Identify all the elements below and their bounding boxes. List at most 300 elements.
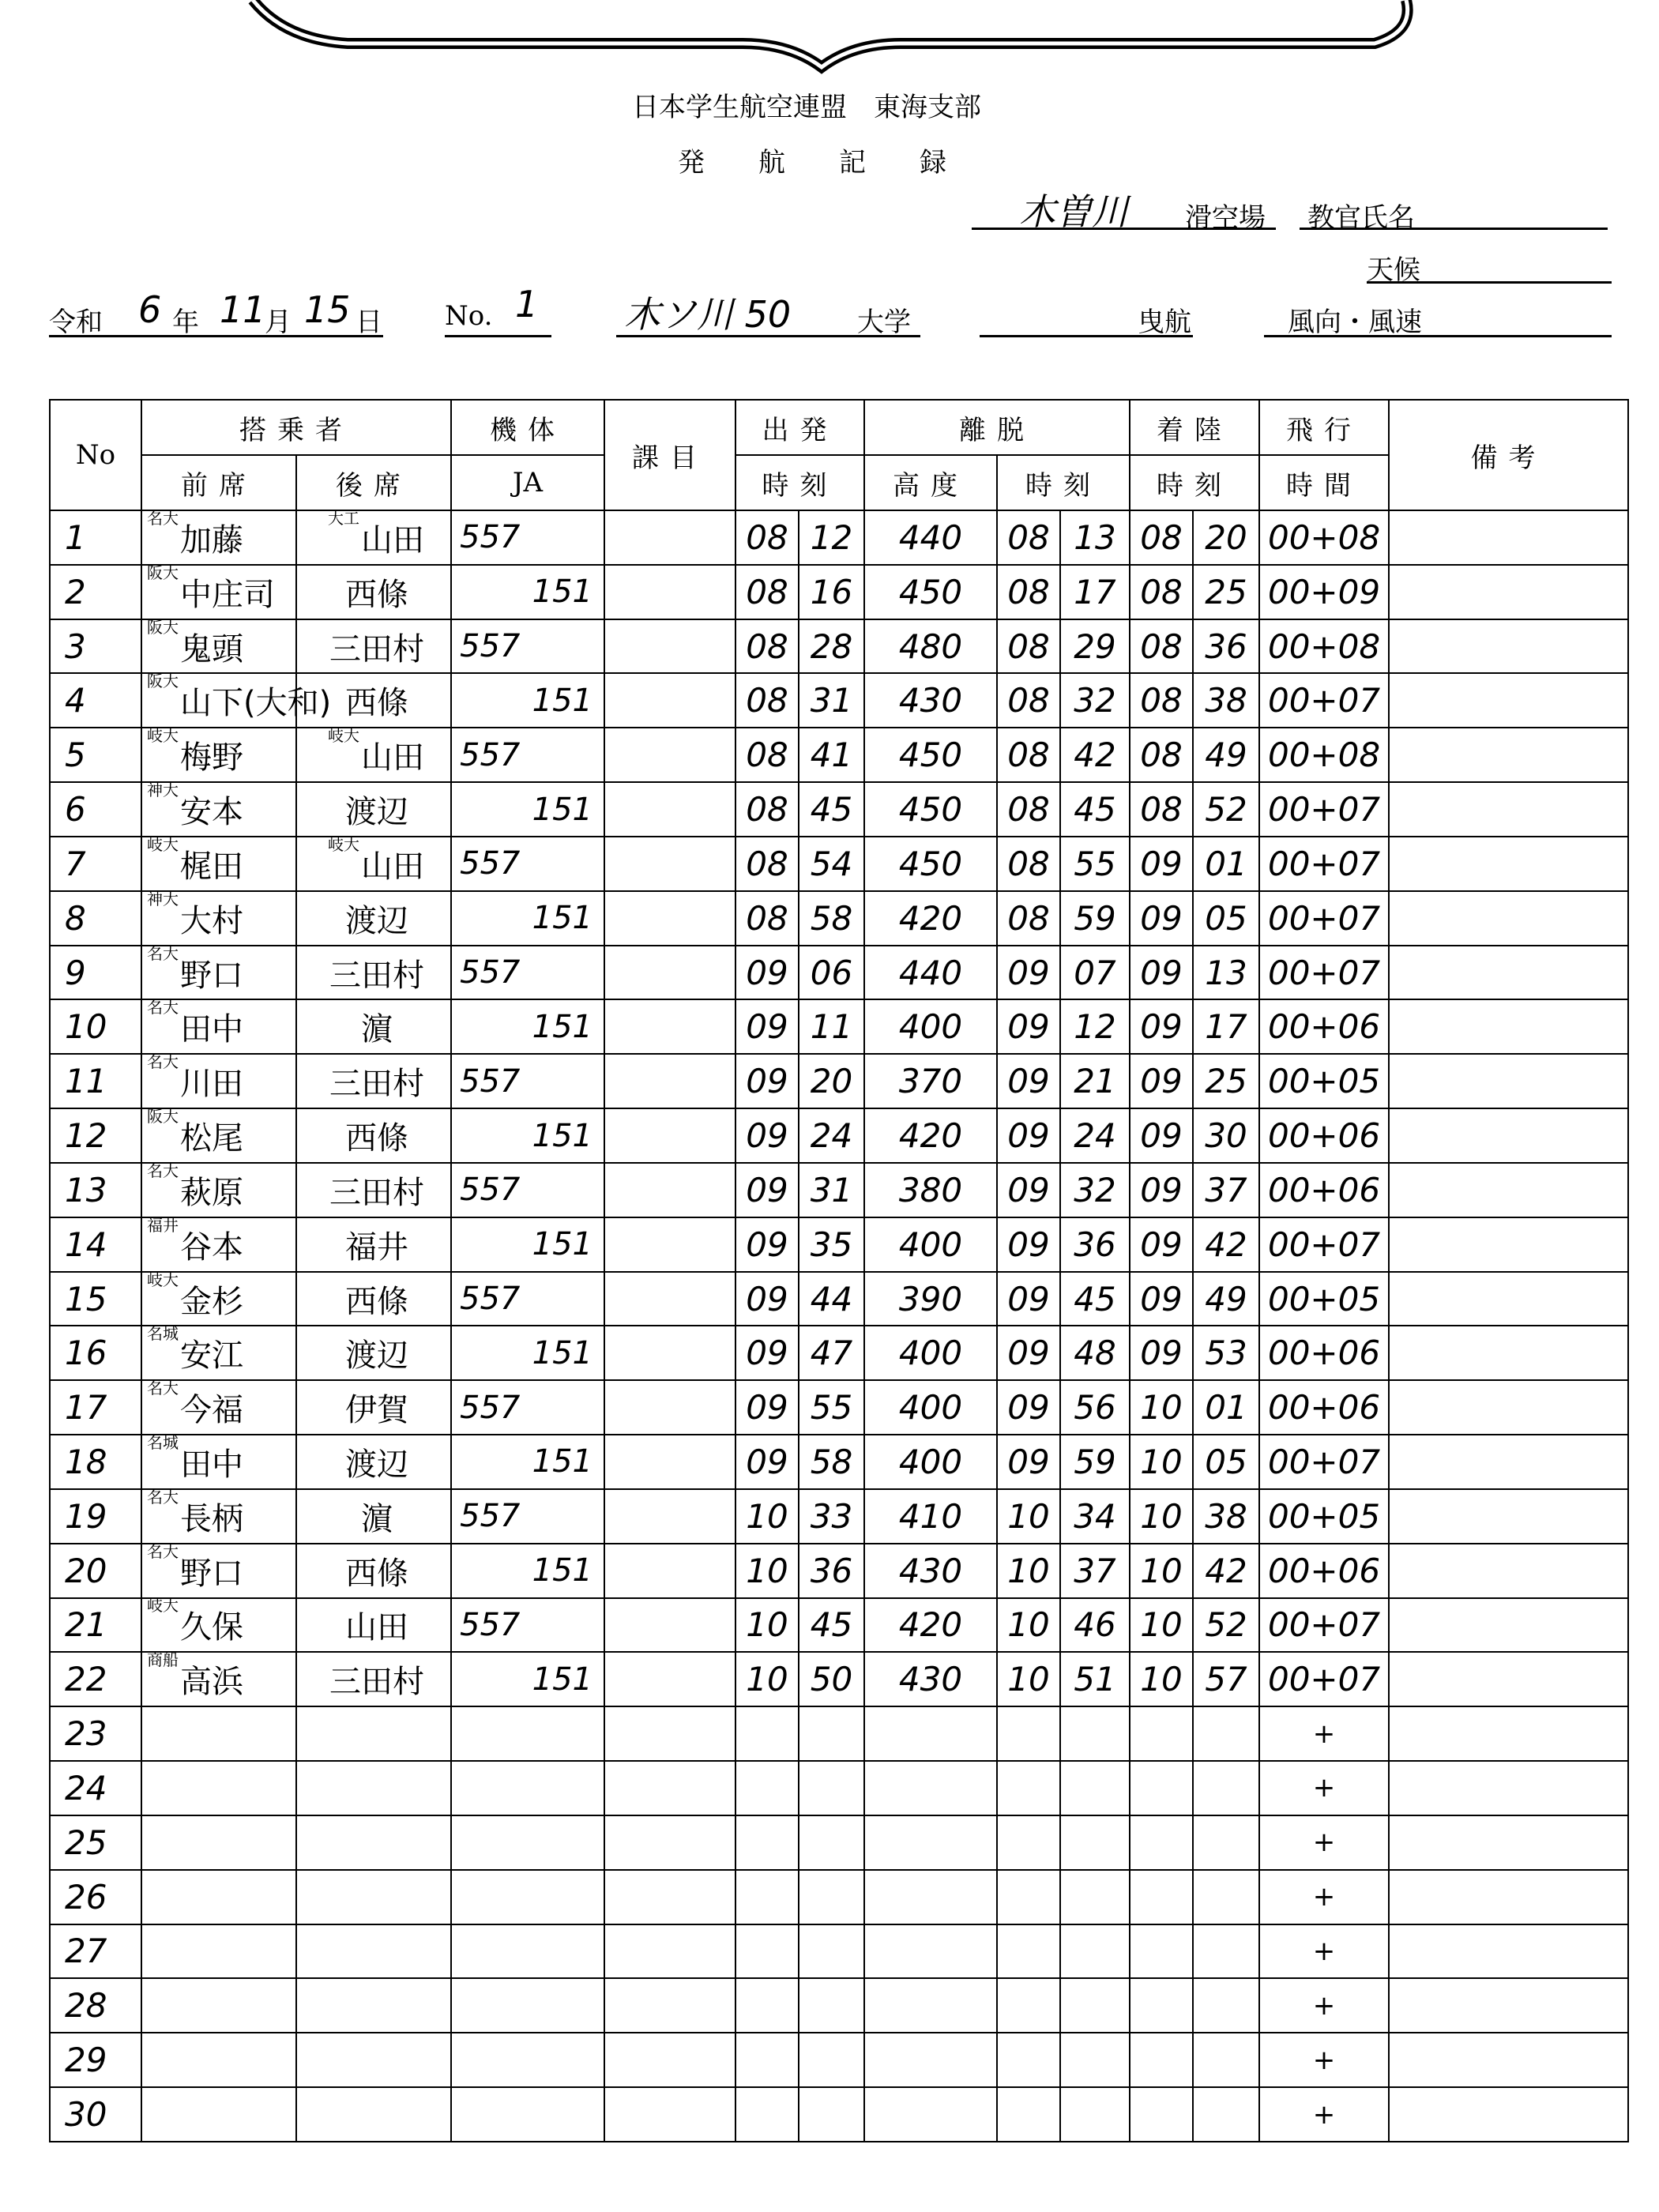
release-altitude[interactable]: 450 [864,728,997,782]
release-altitude[interactable]: 430 [864,1544,997,1598]
landing-hour[interactable]: 10 [1130,1435,1193,1489]
landing-hour[interactable]: 08 [1130,728,1193,782]
subject-cell[interactable] [604,1652,735,1706]
front-seat-cell[interactable] [141,782,296,837]
row-number[interactable]: 14 [50,1217,141,1272]
landing-minute[interactable] [1193,1815,1259,1870]
release-altitude[interactable]: 450 [864,837,997,891]
aircraft-ja[interactable]: 151 [451,1326,604,1380]
release-hour[interactable]: 09 [997,1163,1060,1217]
landing-minute[interactable]: 38 [1193,1489,1259,1544]
departure-minute[interactable]: 24 [799,1108,864,1163]
release-altitude[interactable]: 420 [864,891,997,946]
departure-minute[interactable]: 33 [799,1489,864,1544]
release-hour[interactable]: 10 [997,1598,1060,1653]
flight-time[interactable]: 00+06 [1259,1544,1389,1598]
release-altitude[interactable]: 420 [864,1108,997,1163]
aircraft-ja[interactable]: 557 [451,1380,604,1435]
aircraft-ja[interactable]: 557 [451,510,604,565]
release-hour[interactable]: 08 [997,728,1060,782]
release-altitude[interactable]: 400 [864,1380,997,1435]
aircraft-ja[interactable]: 557 [451,1163,604,1217]
release-minute[interactable] [1060,2033,1130,2087]
subject-cell[interactable] [604,999,735,1054]
departure-hour[interactable]: 09 [735,999,799,1054]
release-minute[interactable]: 32 [1060,1163,1130,1217]
front-seat-cell[interactable] [141,1217,296,1272]
flight-time[interactable]: 00+08 [1259,728,1389,782]
flight-time[interactable]: 00+07 [1259,782,1389,837]
release-hour[interactable]: 09 [997,1217,1060,1272]
landing-hour[interactable]: 10 [1130,1598,1193,1653]
release-altitude[interactable] [864,1706,997,1761]
release-minute[interactable] [1060,1706,1130,1761]
release-minute[interactable] [1060,1870,1130,1924]
front-seat-cell[interactable] [141,891,296,946]
release-altitude[interactable]: 450 [864,782,997,837]
landing-minute[interactable]: 42 [1193,1544,1259,1598]
row-number[interactable]: 23 [50,1706,141,1761]
release-hour[interactable]: 09 [997,1272,1060,1326]
release-altitude[interactable] [864,1978,997,2033]
front-seat-cell[interactable] [141,1272,296,1326]
aircraft-ja[interactable]: 557 [451,1598,604,1653]
subject-cell[interactable] [604,1544,735,1598]
release-hour[interactable]: 09 [997,1054,1060,1108]
departure-hour[interactable]: 10 [735,1489,799,1544]
subject-cell[interactable] [604,1870,735,1924]
rear-seat-cell[interactable] [296,1108,451,1163]
row-number[interactable]: 21 [50,1598,141,1653]
rear-seat-cell[interactable] [296,999,451,1054]
release-hour[interactable]: 10 [997,1489,1060,1544]
front-seat-cell[interactable] [141,1489,296,1544]
release-altitude[interactable]: 430 [864,1652,997,1706]
aircraft-ja[interactable]: 151 [451,565,604,619]
flight-time[interactable]: 00+08 [1259,619,1389,674]
release-altitude[interactable]: 450 [864,565,997,619]
flight-time[interactable]: + [1259,1924,1389,1979]
landing-hour[interactable]: 10 [1130,1544,1193,1598]
release-altitude[interactable]: 400 [864,1217,997,1272]
release-hour[interactable] [997,2033,1060,2087]
departure-minute[interactable]: 36 [799,1544,864,1598]
rear-seat-cell[interactable] [296,1924,451,1979]
aircraft-ja[interactable]: 151 [451,673,604,728]
row-number[interactable]: 28 [50,1978,141,2033]
row-number[interactable]: 13 [50,1163,141,1217]
aircraft-ja[interactable]: 557 [451,837,604,891]
release-altitude[interactable]: 400 [864,999,997,1054]
landing-minute[interactable]: 36 [1193,619,1259,674]
release-minute[interactable]: 24 [1060,1108,1130,1163]
aircraft-ja[interactable]: 151 [451,1652,604,1706]
release-altitude[interactable]: 410 [864,1489,997,1544]
flight-time[interactable]: 00+08 [1259,510,1389,565]
landing-hour[interactable]: 09 [1130,1108,1193,1163]
front-seat-cell[interactable] [141,1978,296,2033]
front-seat-cell[interactable] [141,619,296,674]
rear-seat-cell[interactable] [296,1870,451,1924]
subject-cell[interactable] [604,1978,735,2033]
remarks-cell[interactable] [1389,673,1628,728]
front-seat-cell[interactable] [141,1380,296,1435]
release-hour[interactable]: 08 [997,619,1060,674]
front-seat-cell[interactable] [141,2033,296,2087]
landing-minute[interactable]: 49 [1193,728,1259,782]
front-seat-cell[interactable] [141,1706,296,1761]
subject-cell[interactable] [604,1163,735,1217]
remarks-cell[interactable] [1389,891,1628,946]
front-seat-cell[interactable] [141,672,332,728]
remarks-cell[interactable] [1389,999,1628,1054]
departure-minute[interactable]: 58 [799,891,864,946]
aircraft-ja[interactable]: 151 [451,999,604,1054]
release-minute[interactable]: 12 [1060,999,1130,1054]
release-minute[interactable]: 48 [1060,1326,1130,1380]
flight-time[interactable]: 00+07 [1259,891,1389,946]
flight-time[interactable]: 00+06 [1259,1163,1389,1217]
subject-cell[interactable] [604,1706,735,1761]
rear-seat-cell[interactable] [296,834,451,891]
flight-time[interactable]: 00+05 [1259,1272,1389,1326]
departure-minute[interactable]: 11 [799,999,864,1054]
aircraft-ja[interactable]: 151 [451,1217,604,1272]
landing-minute[interactable]: 13 [1193,946,1259,1000]
row-number[interactable]: 9 [50,946,141,1000]
row-number[interactable]: 27 [50,1924,141,1979]
aircraft-ja[interactable]: 557 [451,619,604,674]
release-hour[interactable]: 08 [997,891,1060,946]
row-number[interactable]: 8 [50,891,141,946]
front-seat-cell[interactable] [141,1924,296,1979]
subject-cell[interactable] [604,1217,735,1272]
release-minute[interactable]: 55 [1060,837,1130,891]
release-altitude[interactable]: 440 [864,510,997,565]
row-number[interactable]: 24 [50,1761,141,1815]
landing-hour[interactable]: 09 [1130,1217,1193,1272]
subject-cell[interactable] [604,1761,735,1815]
row-number[interactable]: 16 [50,1326,141,1380]
rear-seat-cell[interactable] [296,1598,451,1653]
departure-minute[interactable] [799,1870,864,1924]
landing-hour[interactable]: 08 [1130,510,1193,565]
departure-minute[interactable] [799,1924,864,1979]
remarks-cell[interactable] [1389,510,1628,565]
flight-time[interactable]: + [1259,1761,1389,1815]
front-seat-cell[interactable] [141,1163,296,1217]
rear-seat-cell[interactable] [296,728,451,782]
aircraft-ja[interactable]: 151 [451,891,604,946]
release-minute[interactable] [1060,2087,1130,2142]
landing-minute[interactable] [1193,2087,1259,2142]
rear-seat-cell[interactable] [296,1054,451,1108]
landing-hour[interactable] [1130,1978,1193,2033]
remarks-cell[interactable] [1389,619,1628,674]
departure-hour[interactable] [735,1924,799,1979]
landing-hour[interactable] [1130,1924,1193,1979]
aircraft-ja[interactable]: 557 [451,1489,604,1544]
landing-minute[interactable] [1193,1924,1259,1979]
remarks-cell[interactable] [1389,1380,1628,1435]
release-altitude[interactable]: 370 [864,1054,997,1108]
departure-minute[interactable] [799,2087,864,2142]
release-hour[interactable]: 09 [997,946,1060,1000]
landing-hour[interactable]: 09 [1130,1326,1193,1380]
departure-hour[interactable]: 09 [735,1272,799,1326]
rear-seat-cell[interactable] [296,1326,451,1380]
departure-minute[interactable]: 31 [799,673,864,728]
landing-hour[interactable]: 10 [1130,1489,1193,1544]
departure-minute[interactable]: 06 [799,946,864,1000]
landing-hour[interactable]: 10 [1130,1380,1193,1435]
front-seat-cell[interactable] [141,1541,296,1598]
release-hour[interactable]: 08 [997,837,1060,891]
departure-hour[interactable]: 09 [735,1217,799,1272]
departure-hour[interactable] [735,2033,799,2087]
subject-cell[interactable] [604,1598,735,1653]
landing-hour[interactable] [1130,2087,1193,2142]
row-number[interactable]: 1 [50,510,141,565]
departure-hour[interactable]: 08 [735,837,799,891]
rear-seat-cell[interactable] [296,510,451,565]
landing-minute[interactable]: 52 [1193,1598,1259,1653]
row-number[interactable]: 20 [50,1544,141,1598]
remarks-cell[interactable] [1389,565,1628,619]
front-seat-cell[interactable] [141,1326,296,1380]
departure-hour[interactable]: 09 [735,946,799,1000]
landing-minute[interactable]: 05 [1193,1435,1259,1489]
aircraft-ja[interactable] [451,1924,604,1979]
landing-hour[interactable]: 09 [1130,1054,1193,1108]
release-altitude[interactable]: 400 [864,1326,997,1380]
row-number[interactable]: 22 [50,1652,141,1706]
release-hour[interactable] [997,1815,1060,1870]
front-seat-cell[interactable] [141,728,296,782]
front-seat-cell[interactable] [141,1054,296,1108]
flight-time[interactable]: + [1259,1870,1389,1924]
subject-cell[interactable] [604,2033,735,2087]
remarks-cell[interactable] [1389,1652,1628,1706]
landing-minute[interactable] [1193,1870,1259,1924]
aircraft-ja[interactable] [451,1761,604,1815]
flight-time[interactable]: + [1259,1978,1389,2033]
aircraft-ja[interactable]: 557 [451,1272,604,1326]
departure-hour[interactable]: 10 [735,1598,799,1653]
release-minute[interactable]: 51 [1060,1652,1130,1706]
departure-minute[interactable]: 45 [799,782,864,837]
release-minute[interactable]: 07 [1060,946,1130,1000]
release-hour[interactable]: 09 [997,999,1060,1054]
row-number[interactable]: 29 [50,2033,141,2087]
row-number[interactable]: 11 [50,1054,141,1108]
landing-minute[interactable]: 53 [1193,1326,1259,1380]
landing-minute[interactable]: 30 [1193,1108,1259,1163]
front-seat-cell[interactable] [141,2087,296,2142]
remarks-cell[interactable] [1389,1761,1628,1815]
landing-hour[interactable]: 09 [1130,946,1193,1000]
subject-cell[interactable] [604,1924,735,1979]
flight-time[interactable]: 00+07 [1259,1652,1389,1706]
front-seat-cell[interactable] [141,1598,296,1653]
departure-hour[interactable]: 09 [735,1054,799,1108]
rear-seat-cell[interactable] [296,2033,451,2087]
row-number[interactable]: 5 [50,728,141,782]
release-hour[interactable]: 09 [997,1108,1060,1163]
departure-hour[interactable] [735,1870,799,1924]
departure-minute[interactable]: 54 [799,837,864,891]
remarks-cell[interactable] [1389,1217,1628,1272]
landing-minute[interactable]: 57 [1193,1652,1259,1706]
release-hour[interactable] [997,1978,1060,2033]
departure-minute[interactable]: 58 [799,1435,864,1489]
landing-hour[interactable] [1130,1761,1193,1815]
row-number[interactable]: 15 [50,1272,141,1326]
remarks-cell[interactable] [1389,728,1628,782]
departure-minute[interactable] [799,1978,864,2033]
remarks-cell[interactable] [1389,1272,1628,1326]
departure-hour[interactable]: 09 [735,1108,799,1163]
aircraft-ja[interactable]: 151 [451,1544,604,1598]
front-seat-cell[interactable] [141,1432,296,1489]
departure-minute[interactable] [799,2033,864,2087]
landing-minute[interactable]: 05 [1193,891,1259,946]
departure-hour[interactable]: 10 [735,1652,799,1706]
rear-seat-cell[interactable] [296,946,451,1000]
remarks-cell[interactable] [1389,1598,1628,1653]
landing-minute[interactable]: 25 [1193,565,1259,619]
landing-minute[interactable]: 17 [1193,999,1259,1054]
rear-seat-cell[interactable] [296,1163,451,1217]
landing-minute[interactable]: 52 [1193,782,1259,837]
rear-seat-cell[interactable] [296,565,451,619]
flight-time[interactable]: 00+07 [1259,946,1389,1000]
front-seat-cell[interactable] [141,943,296,1000]
release-altitude[interactable] [864,2087,997,2142]
release-minute[interactable] [1060,1761,1130,1815]
departure-minute[interactable] [799,1761,864,1815]
rear-seat-cell[interactable] [296,1652,451,1706]
rear-seat-cell[interactable] [296,1489,451,1544]
rear-seat-cell[interactable] [296,1380,451,1435]
rear-seat-cell[interactable] [296,1435,451,1489]
remarks-cell[interactable] [1389,1706,1628,1761]
departure-minute[interactable]: 35 [799,1217,864,1272]
row-number[interactable]: 30 [50,2087,141,2142]
remarks-cell[interactable] [1389,1815,1628,1870]
subject-cell[interactable] [604,728,735,782]
departure-hour[interactable]: 08 [735,565,799,619]
remarks-cell[interactable] [1389,2033,1628,2087]
subject-cell[interactable] [604,1326,735,1380]
remarks-cell[interactable] [1389,2087,1628,2142]
departure-minute[interactable]: 45 [799,1598,864,1653]
release-minute[interactable]: 59 [1060,1435,1130,1489]
landing-hour[interactable]: 10 [1130,1652,1193,1706]
release-altitude[interactable]: 420 [864,1598,997,1653]
rear-seat-cell[interactable] [296,1815,451,1870]
departure-hour[interactable]: 09 [735,1380,799,1435]
release-minute[interactable]: 42 [1060,728,1130,782]
subject-cell[interactable] [604,1435,735,1489]
release-altitude[interactable] [864,1870,997,1924]
landing-minute[interactable]: 01 [1193,837,1259,891]
subject-cell[interactable] [604,891,735,946]
front-seat-cell[interactable] [141,1761,296,1815]
aircraft-ja[interactable] [451,1870,604,1924]
release-hour[interactable]: 10 [997,1544,1060,1598]
release-hour[interactable]: 09 [997,1435,1060,1489]
front-seat-cell[interactable] [141,1108,296,1163]
release-minute[interactable]: 45 [1060,1272,1130,1326]
landing-minute[interactable]: 01 [1193,1380,1259,1435]
flight-time[interactable]: 00+06 [1259,1380,1389,1435]
subject-cell[interactable] [604,946,735,1000]
departure-hour[interactable]: 10 [735,1544,799,1598]
front-seat-cell[interactable] [141,999,296,1054]
departure-hour[interactable] [735,1815,799,1870]
departure-hour[interactable]: 09 [735,1163,799,1217]
release-minute[interactable] [1060,1978,1130,2033]
landing-minute[interactable]: 49 [1193,1272,1259,1326]
row-number[interactable]: 25 [50,1815,141,1870]
release-hour[interactable]: 09 [997,1326,1060,1380]
release-altitude[interactable] [864,1815,997,1870]
subject-cell[interactable] [604,1380,735,1435]
landing-hour[interactable]: 08 [1130,673,1193,728]
departure-minute[interactable]: 31 [799,1163,864,1217]
rear-seat-cell[interactable] [296,782,451,837]
departure-minute[interactable]: 20 [799,1054,864,1108]
release-hour[interactable] [997,1706,1060,1761]
flight-time[interactable]: 00+06 [1259,999,1389,1054]
release-altitude[interactable]: 400 [864,1435,997,1489]
remarks-cell[interactable] [1389,1054,1628,1108]
subject-cell[interactable] [604,1108,735,1163]
release-hour[interactable]: 09 [997,1380,1060,1435]
release-hour[interactable] [997,1761,1060,1815]
release-hour[interactable]: 08 [997,782,1060,837]
release-hour[interactable]: 08 [997,510,1060,565]
subject-cell[interactable] [604,673,735,728]
release-hour[interactable]: 08 [997,673,1060,728]
release-minute[interactable]: 29 [1060,619,1130,674]
remarks-cell[interactable] [1389,946,1628,1000]
front-seat-cell[interactable] [141,834,296,891]
departure-minute[interactable]: 47 [799,1326,864,1380]
rear-seat-cell[interactable] [296,1978,451,2033]
departure-minute[interactable]: 28 [799,619,864,674]
release-hour[interactable]: 10 [997,1652,1060,1706]
flight-time[interactable]: 00+05 [1259,1489,1389,1544]
landing-hour[interactable]: 09 [1130,891,1193,946]
front-seat-cell[interactable] [141,562,296,619]
aircraft-ja[interactable]: 557 [451,728,604,782]
release-minute[interactable]: 36 [1060,1217,1130,1272]
release-minute[interactable] [1060,1815,1130,1870]
flight-time[interactable]: 00+07 [1259,1598,1389,1653]
departure-hour[interactable]: 09 [735,1435,799,1489]
flight-time[interactable]: 00+07 [1259,673,1389,728]
release-minute[interactable]: 32 [1060,673,1130,728]
release-minute[interactable]: 56 [1060,1380,1130,1435]
departure-hour[interactable]: 09 [735,1326,799,1380]
aircraft-ja[interactable]: 557 [451,946,604,1000]
rear-seat-cell[interactable] [296,2087,451,2142]
subject-cell[interactable] [604,619,735,674]
departure-hour[interactable]: 08 [735,728,799,782]
subject-cell[interactable] [604,837,735,891]
